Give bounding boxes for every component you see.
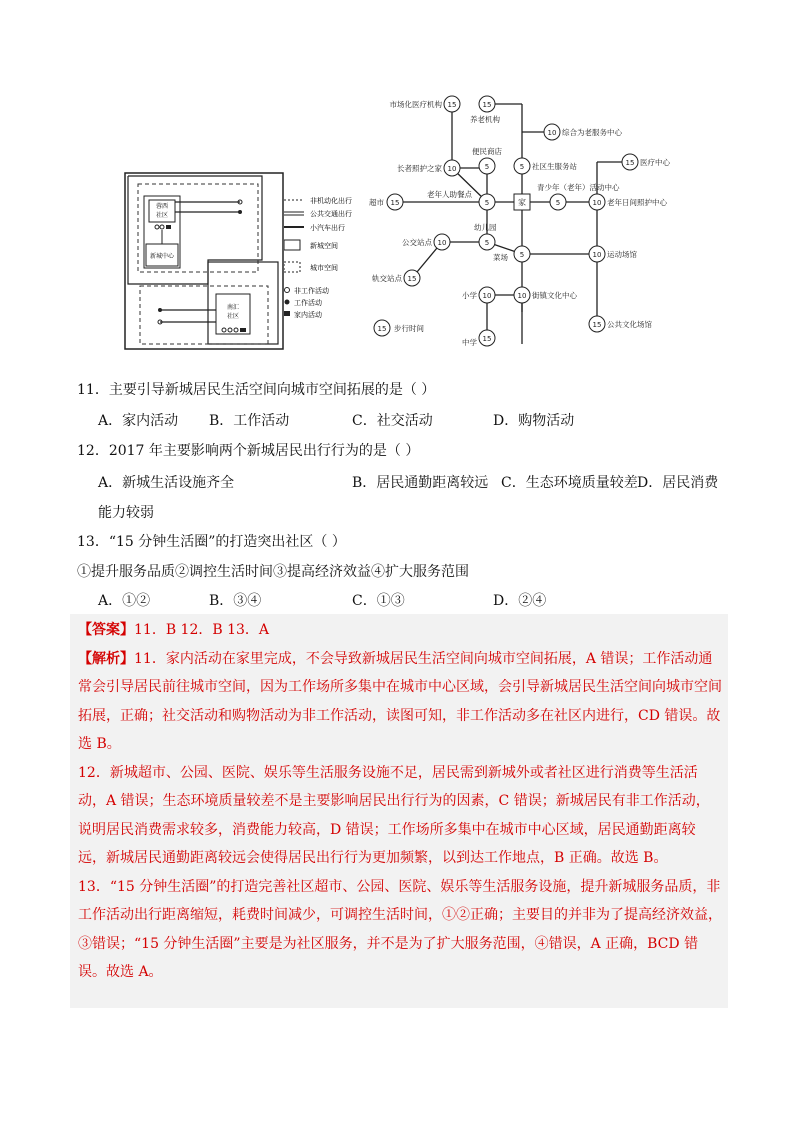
q13-option-b: B．③④ xyxy=(209,593,262,609)
svg-text:10: 10 xyxy=(517,292,527,300)
activity-space-diagram xyxy=(124,172,284,350)
community-top-label-1: 蓉西 xyxy=(155,203,169,210)
label-elder-meal: 老年人助餐点 xyxy=(427,190,472,199)
label-convenience: 便民商店 xyxy=(472,147,502,156)
label-elder-care-home: 长者照护之家 xyxy=(397,164,442,173)
label-youth-elder: 青少年（老年）活动中心 xyxy=(537,183,620,192)
label-primary: 小学 xyxy=(462,291,477,300)
svg-text:15: 15 xyxy=(377,325,387,333)
legend-new-city: 新城空间 xyxy=(310,242,338,250)
svg-text:5: 5 xyxy=(519,251,525,259)
svg-text:10: 10 xyxy=(482,292,492,300)
label-health-station: 社区生服务站 xyxy=(532,162,577,171)
label-elderly-institution: 养老机构 xyxy=(470,115,500,124)
q13-option-c: C．①③ xyxy=(352,593,405,609)
community-top-label-2: 社区 xyxy=(155,212,169,219)
svg-text:家: 家 xyxy=(518,198,526,207)
label-public-culture: 公共文化场馆 xyxy=(607,320,652,329)
svg-text:10: 10 xyxy=(592,199,602,207)
legend-nonwork: 非工作活动 xyxy=(294,287,329,295)
svg-text:15: 15 xyxy=(482,101,492,109)
fifteen-minute-life-circle-diagram xyxy=(362,92,722,348)
svg-text:15: 15 xyxy=(447,101,457,109)
label-kindergarten: 幼儿园 xyxy=(474,223,497,232)
q11-option-a: A．家内活动 xyxy=(98,413,179,429)
q12-option-d-cont: 能力较弱 xyxy=(98,505,154,521)
label-sports: 运动场馆 xyxy=(607,250,637,259)
q12-option-b: B．居民通勤距离较远 xyxy=(352,475,489,491)
label-bus-stop: 公交站点 xyxy=(402,238,432,247)
legend-city: 城市空间 xyxy=(310,264,338,272)
q13-option-d: D．②④ xyxy=(493,593,547,609)
svg-text:5: 5 xyxy=(519,163,525,171)
svg-text:5: 5 xyxy=(484,239,490,247)
label-rail-stop: 轨交站点 xyxy=(372,274,402,283)
label-day-care: 老年日间照护中心 xyxy=(607,198,667,207)
legend-walk: 非机动化出行 xyxy=(310,197,352,205)
new-city-center-label: 新城中心 xyxy=(149,253,175,260)
left-diagram-legend xyxy=(284,192,374,326)
label-vegetable: 菜场 xyxy=(493,253,508,262)
label-walk-time: 步行时间 xyxy=(394,324,424,333)
answer-line xyxy=(78,616,723,987)
community-bottom-label-2: 社区 xyxy=(226,313,240,320)
q12-option-d: D．居民消费 xyxy=(637,475,719,491)
analysis-label: 【解析】 xyxy=(78,650,134,667)
answer-label: 【答案】 xyxy=(78,622,134,638)
label-integrated-elderly: 综合为老服务中心 xyxy=(562,128,622,137)
label-supermarket: 超市 xyxy=(369,198,384,207)
question-11-stem: 11．主要引导新城居民生活空间向城市空间拓展的是（ ） xyxy=(77,382,436,398)
q13-option-a: A．①② xyxy=(98,593,151,609)
svg-text:10: 10 xyxy=(437,239,447,247)
legend-work: 工作活动 xyxy=(294,299,322,307)
svg-text:15: 15 xyxy=(390,199,400,207)
legend-transit: 公共交通出行 xyxy=(310,210,352,218)
legend-home: 家内活动 xyxy=(294,311,322,319)
community-bottom-label-1: 南汇 xyxy=(226,304,240,311)
question-12-stem: 12．2017 年主要影响两个新城居民出行行为的是（ ） xyxy=(77,443,420,459)
label-culture-center: 街镇文化中心 xyxy=(532,291,577,300)
q12-option-c: C．生态环境质量较差 xyxy=(501,475,638,491)
svg-text:10: 10 xyxy=(447,165,457,173)
analysis-paragraph-3: 13．“15 分钟生活圈”的打造完善社区超市、公园、医院、娱乐等生活服务设施，提升新城服务品质，非工作活动出行距离缩短，耗费时间减少，可调控生活时间，①②正确；主要目的并非为了提高经济效益，③错误；“15 分钟生活圈”主要是为社区服务，并不是为了扩大服务范围，④错误，A 正确，BCD 错误。故选 A。 xyxy=(78,878,722,980)
svg-text:15: 15 xyxy=(482,335,492,343)
label-medical-center: 医疗中心 xyxy=(640,158,670,167)
svg-text:15: 15 xyxy=(407,275,417,283)
analysis-paragraph-1: 11．家内活动在家里完成，不会导致新城居民生活空间向城市空间拓展，A 错误；工作活动通常会引导居民前往城市空间，因为工作场所多集中在城市中心区域，会引导新城居民生活空间向城市空间拓展，正确；社交活动和购物活动为非工作活动，读图可知，非工作活动多在社区内进行，CD 错误。故选 B。 xyxy=(78,650,722,752)
question-13-statements: ①提升服务品质②调控生活时间③提高经济效益④扩大服务范围 xyxy=(77,564,469,580)
legend-car: 小汽车出行 xyxy=(310,224,345,232)
q11-option-d: D．购物活动 xyxy=(493,413,575,429)
q11-option-c: C．社交活动 xyxy=(352,413,433,429)
question-13-stem: 13．“15 分钟生活圈”的打造突出社区（ ） xyxy=(77,534,346,550)
answer-text: 11．B 12．B 13．A xyxy=(134,622,270,638)
q11-option-b: B．工作活动 xyxy=(209,413,290,429)
svg-text:5: 5 xyxy=(484,163,490,171)
label-middle: 中学 xyxy=(462,338,477,347)
q12-option-a: A．新城生活设施齐全 xyxy=(98,475,235,491)
svg-text:5: 5 xyxy=(484,199,490,207)
svg-text:10: 10 xyxy=(592,251,602,259)
svg-text:5: 5 xyxy=(555,199,561,207)
label-market-medical: 市场化医疗机构 xyxy=(389,100,442,109)
svg-text:15: 15 xyxy=(625,159,635,167)
analysis-paragraph-2: 12．新城超市、公园、医院、娱乐等生活服务设施不足，居民需到新城外或者社区进行消费等生活活动，A 错误；生态环境质量较差不是主要影响居民出行行为的因素，C 错误；新城居民有非工作活动，说明居民消费需求较多，消费能力较高，D 错误；工作场所多集中在城市中心区域，居民通勤距离较远，新城居民通勤距离较远会使得居民出行行为更加频繁，以到达工作地点，B 正确。故选 B。 xyxy=(78,764,710,866)
svg-text:10: 10 xyxy=(547,129,557,137)
svg-text:15: 15 xyxy=(592,321,602,329)
